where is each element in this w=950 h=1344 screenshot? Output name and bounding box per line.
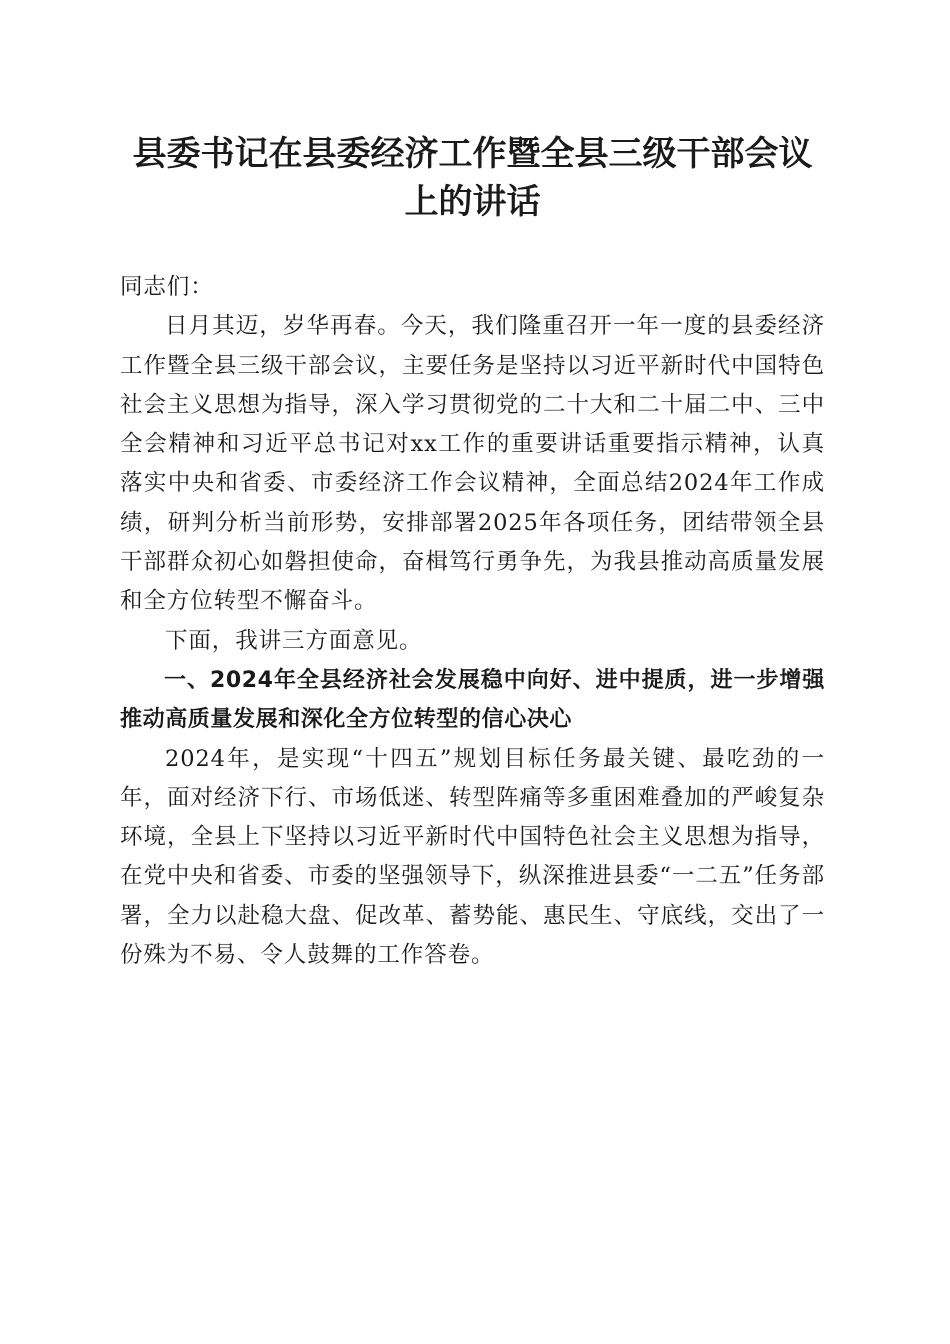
- title-line-2: 上的讲话: [404, 182, 541, 222]
- document-body: [120, 268, 825, 975]
- section-1-heading: 一、2024年全县经济社会发展稳中向好、进中提质，进一步增强推动高质量发展和深化全方位转型的信心决心: [120, 667, 825, 733]
- document-page: [120, 130, 825, 975]
- salutation: 同志们：: [120, 274, 214, 300]
- document-title: [120, 130, 825, 226]
- title-line-1: 县委书记在县委经济工作暨全县三级干部会议: [132, 134, 813, 174]
- transition-paragraph: 下面，我讲三方面意见。: [165, 627, 423, 654]
- section-1-paragraph: 2024年，是实现“十四五”规划目标任务最关键、最吃劲的一年，面对经济下行、市场低迷、转型阵痛等多重困难叠加的严峻复杂环境，全县上下坚持以习近平新时代中国特色社会主义思想为指导，在党中央和省委、市委的坚强领导下，纵深推进县委“一二五”任务部署，全力以赴稳大盘、促改革、蓄势能、惠民生、守底线，交出了一份殊为不易、令人鼓舞的工作答卷。: [120, 745, 825, 969]
- opening-paragraph: 日月其迈，岁华再春。今天，我们隆重召开一年一度的县委经济工作暨全县三级干部会议，主要任务是坚持以习近平新时代中国特色社会主义思想为指导，深入学习贯彻党的二十大和二十届二中、三中全会精神和习近平总书记对xx工作的重要讲话重要指示精神，认真落实中央和省委、市委经济工作会议精神，全面总结2024年工作成绩，研判分析当前形势，安排部署2025年各项任务，团结带领全县干部群众初心如磐担使命，奋楫笃行勇争先，为我县推动高质量发展和全方位转型不懈奋斗。: [120, 313, 825, 615]
